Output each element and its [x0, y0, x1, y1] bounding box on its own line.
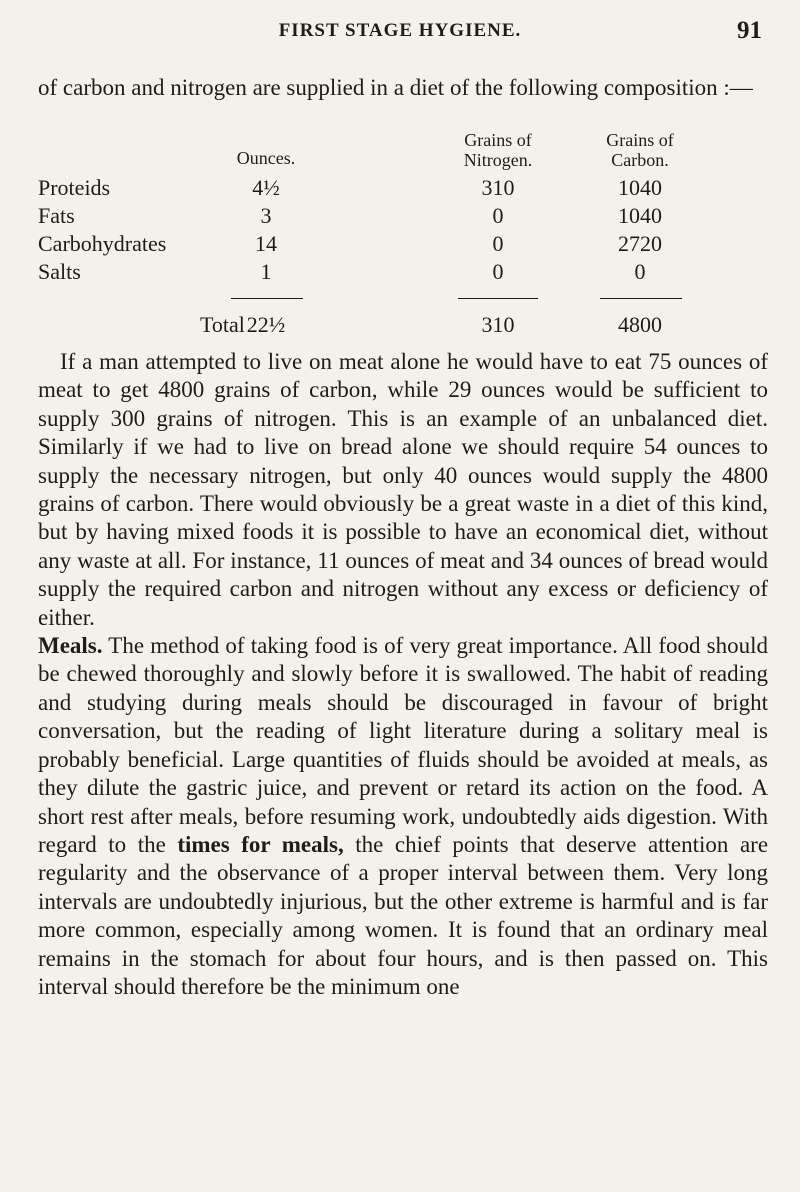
column-header-nitrogen: [443, 130, 553, 170]
times-for-meals-emphasis: times for meals,: [177, 831, 344, 857]
ounces-cell: 14: [255, 231, 277, 256]
row-label: Salts: [38, 259, 81, 284]
column-header-nitrogen-line-2: Nitrogen.: [463, 150, 533, 170]
diet-composition-table: [38, 130, 768, 342]
page-number: 91: [737, 17, 762, 44]
nitrogen-cell: 310: [481, 175, 515, 200]
total-rule-nitrogen: [458, 298, 538, 299]
intro-text: of carbon and nitrogen are supplied in a diet of the following composition :—: [38, 75, 753, 100]
column-header-ounces-text: Ounces.: [236, 148, 296, 168]
column-header-carbon: [585, 130, 695, 170]
total-carbon: 4800: [618, 312, 662, 337]
row-label: Carbohydrates: [38, 231, 167, 256]
running-head: [0, 17, 800, 50]
carbon-cell: 2720: [618, 231, 662, 256]
ounces-cell: 4½: [252, 175, 280, 200]
running-title: FIRST STAGE HYGIENE.: [278, 20, 522, 41]
paragraph-meals: [38, 632, 768, 1001]
row-label: Proteids: [38, 175, 111, 200]
total-label: Total: [200, 312, 245, 337]
carbon-cell: 1040: [618, 175, 662, 200]
ounces-cell: 3: [260, 203, 272, 228]
total-rule-ounces: [231, 298, 303, 299]
carbon-cell: 0: [634, 259, 646, 284]
total-rule-carbon: [600, 298, 682, 299]
meals-text-part-2: the chief points that deserve attention are regularity and the observance of a proper interval between them. Very long intervals are undoubtedly injurious, but the other extreme is harmful and is far more common, especially among women. It is found that an ordinary meal remains in the stomach for about four hours, and is then passed on. This interval should therefore be the minimum one: [38, 831, 769, 999]
column-header-carbon-line-1: Grains of: [606, 130, 674, 150]
nitrogen-cell: 0: [492, 259, 504, 284]
nitrogen-cell: 0: [492, 231, 504, 256]
row-label: Fats: [38, 203, 75, 228]
carbon-cell: 1040: [618, 203, 662, 228]
paragraph-unbalanced-diet: If a man attempted to live on meat alone he would have to eat 75 ounces of meat to get 4800 grains of carbon, while 29 ounces would be sufficient to supply 300 grains of nitrogen. This is an example of an unbalanced diet. Similarly if we had to live on bread alone we should require 54 ounces to supply the necessary nitrogen, but only 40 ounces would supply the 4800 grains of carbon. There would obviously be a great waste in a diet of this kind, but by having mixed foods it is possible to have an economical diet, without any waste at all. For instance, 11 ounces of meat and 34 ounces of bread would supply the required carbon and nitrogen without any excess or deficiency of either.: [38, 349, 768, 630]
column-header-carbon-line-2: Carbon.: [611, 150, 669, 170]
meals-text-part-1: The method of taking food is of very great importance. All food should be chewed thoroughly and slowly before it is swallowed. The habit of reading and studying during meals should be discouraged in favour of bright conversation, but the reading of light literature during a solitary meal is probably beneficial. Large quantities of fluids should be avoided at meals, as they dilute the gastric juice, and prevent or retard its action on the food. A short rest after meals, before resuming work, undoubtedly aids digestion. With regard to the: [38, 633, 768, 857]
nitrogen-cell: 0: [492, 203, 504, 228]
total-nitrogen: 310: [481, 312, 515, 337]
column-header-ounces: [221, 148, 311, 168]
body-text: [38, 348, 768, 1001]
ounces-cell: 1: [260, 259, 272, 284]
meals-heading: Meals.: [38, 633, 103, 659]
column-header-nitrogen-line-1: Grains of: [464, 130, 532, 150]
total-ounces: 22½: [246, 312, 286, 337]
